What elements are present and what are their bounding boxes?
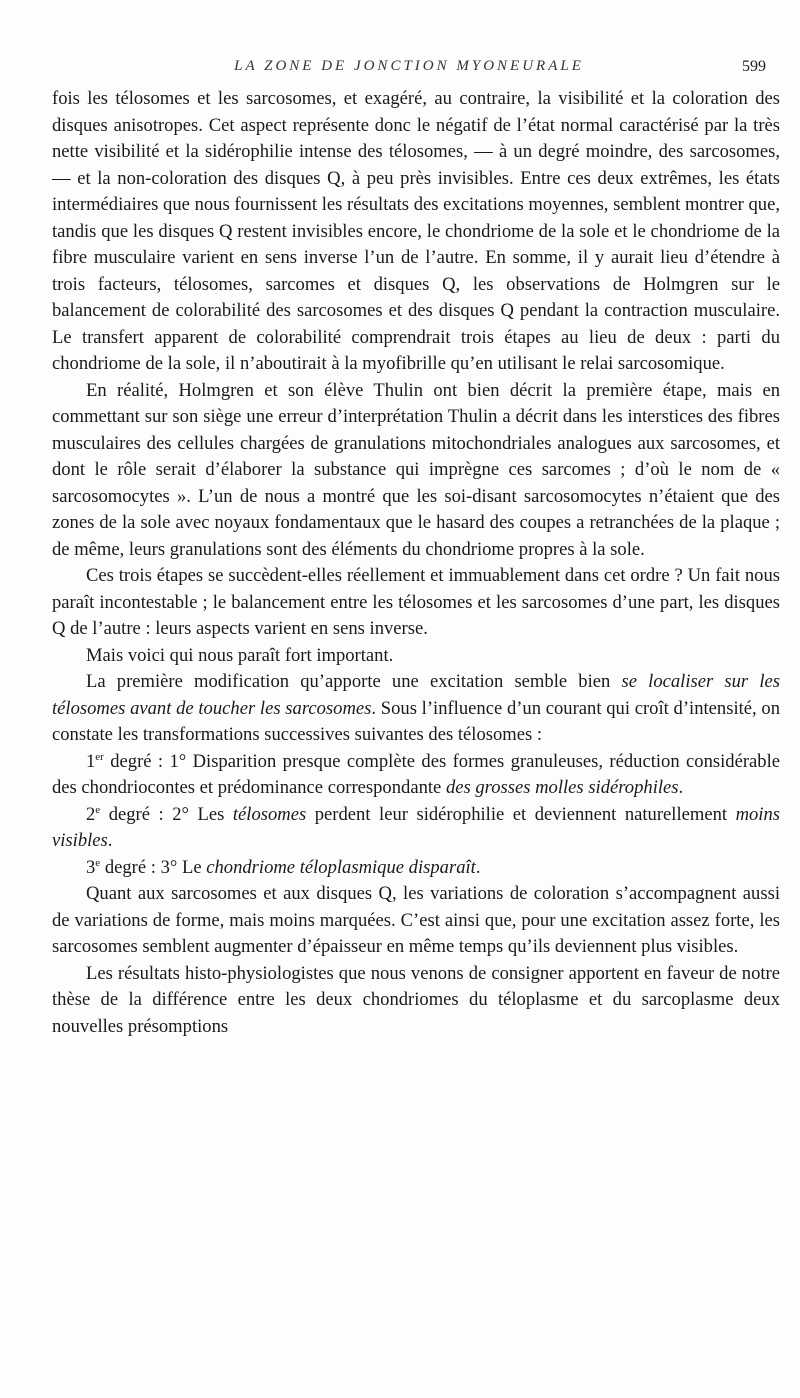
degree-italic: télosomes bbox=[232, 803, 307, 825]
paragraph-5-text: La première modification qu’apporte une excitation semble bien bbox=[86, 671, 622, 692]
paragraph-4: Mais voici qui nous paraît fort important. bbox=[86, 644, 394, 666]
paragraph-degree-3 bbox=[52, 855, 780, 882]
degree-suffix: er bbox=[95, 750, 104, 763]
degree-text-end: . bbox=[107, 830, 113, 851]
paragraph-3: Ces trois étapes se succèdent-elles réellement et immuablement dans cet ordre ? Un fait nous paraît incontestable ; le balancement entre les télosomes et les sarcosomes d’une part, les disques Q de l’autre : leurs aspects varient en sens inverse. bbox=[52, 565, 780, 639]
degree-suffix: e bbox=[95, 856, 101, 869]
paragraph-5-italic: se localiser sur les télosomes avant de toucher les sarcosomes bbox=[52, 671, 780, 719]
paragraph-1: fois les télosomes et les sarcosomes, et exagéré, au contraire, la visibilité et la coloration des disques anisotropes. Cet aspect représente donc le négatif de l’état normal caractérisé par la très nette visibilité et la sidérophilie intense des télosomes, — à un degré moindre, des sarcosomes, — et la non-coloration des disques Q, à peu près invisibles. Entre ces deux extrêmes, les états intermédiaires que nous fournissent les résultats des excitations moyennes, semblent montrer que, tandis que les disques Q restent invisibles encore, le chondriome de la sole et le chondriome de la fibre musculaire varient en sens inverse l’un de l’autre. En somme, il y aurait lieu d’étendre à trois facteurs, télosomes, sarcomes et disques Q, les observations de Holmgren sur le balancement de colorabilité des sarcosomes et des disques Q pendant la contraction musculaire. Le transfert apparent de colorabilité comprendrait trois étapes au lieu de deux : parti du chondriome de la sole, il n’aboutirait à la myofibrille qu’en utilisant le relai sarcosomique. bbox=[52, 88, 780, 374]
paragraph-5 bbox=[52, 669, 780, 749]
degree-text: degré : 1° Disparition presque complète des formes granuleuses, réduction considérable des chondriocontes et prédominance correspondante bbox=[52, 750, 780, 798]
paragraph-10: Les résultats histo-physiologistes que nous venons de consigner apportent en faveur de notre thèse de la différence entre les deux chondriomes du téloplasme et du sarcoplasme deux nouvelles présomptions bbox=[52, 962, 780, 1037]
degree-ordinal: 2 bbox=[86, 803, 96, 825]
running-header bbox=[38, 58, 780, 82]
paragraph-5-text-end: . Sous l’influence d’un courant qui croît d’intensité, on constate les transformations successives suivantes des télosomes : bbox=[52, 697, 781, 745]
degree-ordinal: 1 bbox=[86, 750, 96, 772]
degree-italic: des grosses molles sidérophiles bbox=[445, 777, 679, 798]
degree-text-end: . bbox=[678, 777, 684, 798]
degree-text: degré : 2° Les bbox=[100, 803, 233, 825]
paragraph-2: En réalité, Holmgren et son élève Thulin ont bien décrit la première étape, mais en commettant sur son siège une erreur d’interprétation Thulin a décrit dans les interstices des fibres musculaires des cellules chargées de granulations mitochondriales analogues aux sarcosomes, et dont le rôle serait d’élaborer la substance qui imprègne ces sarcomes ; d’où le nom de « sarcosomocytes ». L’un de nous a montré que les soi-disant sarcosomocytes n’étaient que des zones de la sole avec noyaux fondamentaux que le hasard des coupes a retranchées de la plaque ; de même, leurs granulations sont des éléments du chondriome propres à la sole. bbox=[52, 379, 780, 560]
paragraph-degree-1 bbox=[52, 749, 780, 802]
degree-suffix: e bbox=[95, 803, 101, 816]
running-title: LA ZONE DE JONCTION MYONEURALE bbox=[234, 58, 584, 74]
degree-text-end: . bbox=[475, 856, 481, 878]
body-text bbox=[52, 86, 780, 1040]
degree-italic: chondriome téloplasmique disparaît bbox=[206, 856, 476, 878]
degree-text-middle: perdent leur sidérophilie et deviennent naturellement bbox=[306, 803, 736, 825]
degree-italic-2: moins visibles bbox=[52, 803, 781, 851]
degree-text: degré : 3° Le bbox=[100, 856, 207, 878]
degree-ordinal: 3 bbox=[86, 856, 96, 878]
paragraph-degree-2 bbox=[52, 802, 780, 855]
paragraph-9: Quant aux sarcosomes et aux disques Q, les variations de coloration s’accompagnent aussi de variations de forme, mais moins marquées. C’est ainsi que, pour une excitation assez forte, les sarcosomes semblent augmenter d’épaisseur en même temps qu’ils deviennent plus visibles. bbox=[52, 883, 780, 957]
page-number: 599 bbox=[742, 58, 766, 75]
